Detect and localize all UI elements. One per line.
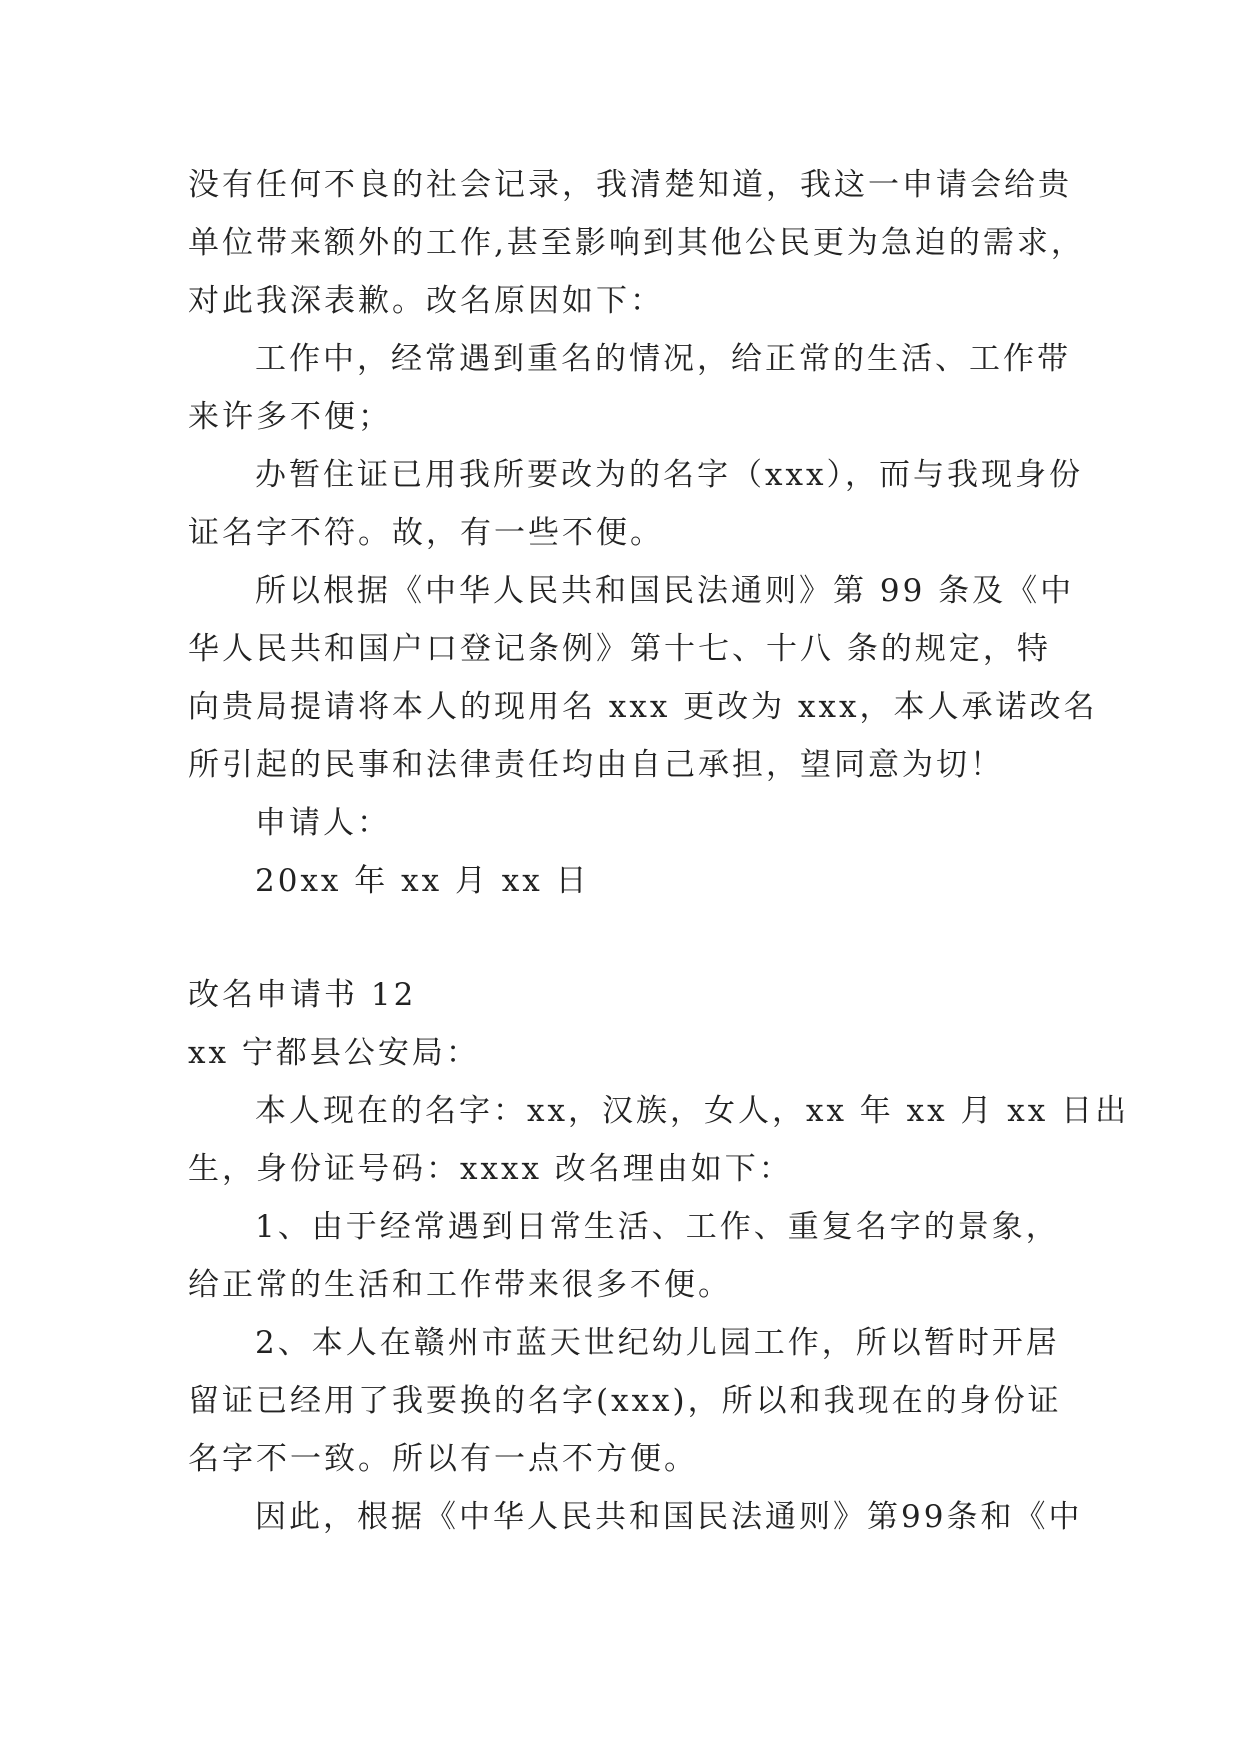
date-line: 20xx 年 xx 月 xx 日 [255, 863, 590, 899]
text-line: 2、本人在赣州市蓝天世纪幼儿园工作，所以暂时开居 [255, 1325, 1060, 1361]
text-line: 证名字不符。故，有一些不便。 [188, 515, 664, 551]
text-line: 因此，根据《中华人民共和国民法通则》第99条和《中 [255, 1499, 1083, 1535]
text-line: 1、由于经常遇到日常生活、工作、重复名字的景象， [255, 1209, 1060, 1245]
applicant-label: 申请人： [255, 805, 391, 841]
text-line: 向贵局提请将本人的现用名 xxx 更改为 xxx，本人承诺改名 [188, 689, 1098, 725]
text-line: 对此我深表歉。改名原因如下： [188, 283, 664, 319]
text-line: 办暂住证已用我所要改为的名字（xxx），而与我现身份 [255, 457, 1083, 493]
text-line: 来许多不便； [188, 399, 392, 435]
text-line: 华人民共和国户口登记条例》第十七、十八 条的规定，特 [188, 631, 1051, 667]
text-line: 名字不一致。所以有一点不方便。 [188, 1441, 698, 1477]
text-line: 单位带来额外的工作,甚至影响到其他公民更为急迫的需求， [188, 225, 1085, 261]
text-line: 给正常的生活和工作带来很多不便。 [188, 1267, 732, 1303]
addressee-line: xx 宁都县公安局： [188, 1035, 480, 1071]
section-title: 改名申请书 12 [188, 977, 417, 1013]
text-line: 工作中，经常遇到重名的情况，给正常的生活、工作带 [255, 341, 1071, 377]
text-line: 所以根据《中华人民共和国民法通则》第 99 条及《中 [255, 573, 1075, 609]
text-line: 没有任何不良的社会记录，我清楚知道，我这一申请会给贵 [188, 167, 1072, 203]
text-line: 生，身份证号码：xxxx 改名理由如下： [188, 1151, 793, 1187]
text-line: 所引起的民事和法律责任均由自己承担，望同意为切！ [188, 747, 1004, 783]
text-line: 留证已经用了我要换的名字(xxx)，所以和我现在的身份证 [188, 1383, 1062, 1419]
text-line: 本人现在的名字：xx，汉族，女人，xx 年 xx 月 xx 日出 [255, 1093, 1130, 1129]
